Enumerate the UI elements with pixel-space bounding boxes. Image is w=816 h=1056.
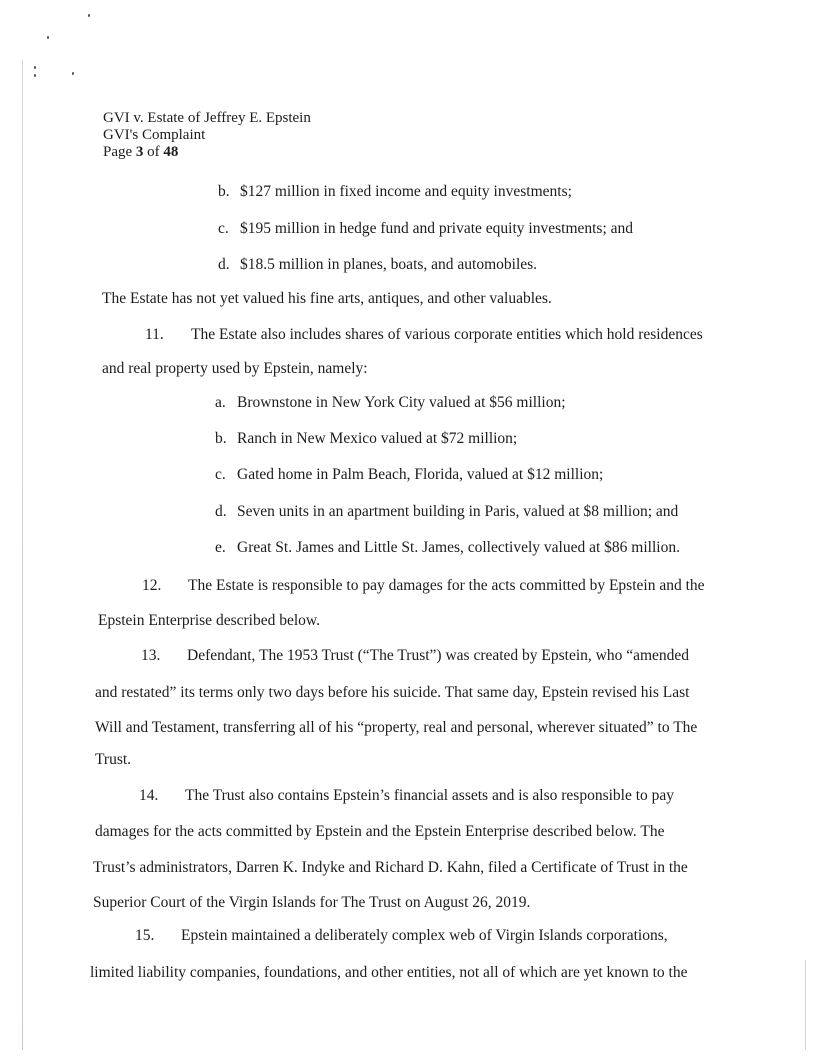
scan-edge-right	[805, 960, 806, 1050]
list-item	[215, 466, 603, 484]
estate-note: The Estate has not yet valued his fine arts, antiques, and other valuables.	[102, 290, 552, 307]
page-current: 3	[135, 144, 144, 160]
paragraph-13-line: Will and Testament, transferring all of his “property, real and personal, wherever situated” to The	[95, 719, 698, 736]
paragraph-number: 13.	[141, 647, 161, 664]
list-item	[218, 220, 633, 238]
list-letter: b.	[218, 183, 230, 200]
list-text: Great St. James and Little St. James, collectively valued at $86 million.	[237, 539, 680, 556]
paragraph-number: 12.	[142, 577, 162, 594]
list-text: $18.5 million in planes, boats, and automobiles.	[240, 256, 538, 273]
case-title: GVI v. Estate of Jeffrey E. Epstein	[103, 110, 311, 126]
paragraph-text: Defendant, The 1953 Trust (“The Trust”) was created by Epstein, who “amended	[187, 647, 690, 664]
list-letter: d.	[215, 503, 227, 520]
list-item	[218, 256, 537, 274]
scan-speck	[47, 36, 49, 39]
scan-speck	[34, 66, 36, 69]
list-letter: d.	[218, 256, 230, 273]
paragraph-14-line: damages for the acts committed by Epstein and the Epstein Enterprise described below. The	[95, 823, 665, 840]
paragraph-15-line	[135, 927, 668, 945]
paragraph-12-line: Epstein Enterprise described below.	[98, 612, 320, 629]
page-prefix: Page	[103, 144, 136, 160]
page-total: 48	[163, 144, 179, 160]
paragraph-14-line	[139, 787, 674, 805]
list-letter: a.	[215, 394, 226, 411]
list-item	[215, 539, 680, 557]
paragraph-text: The Estate also includes shares of various corporate entities which hold residences	[191, 326, 703, 343]
list-letter: e.	[215, 539, 226, 556]
paragraph-text: The Estate is responsible to pay damages for the acts committed by Epstein and the	[188, 577, 705, 594]
paragraph-11-line	[145, 326, 703, 344]
list-item	[218, 183, 572, 201]
paragraph-14-line: Superior Court of the Virgin Islands for The Trust on August 26, 2019.	[93, 894, 531, 911]
paragraph-text: Epstein maintained a deliberately complex web of Virgin Islands corporations,	[181, 927, 668, 944]
paragraph-number: 14.	[139, 787, 159, 804]
paragraph-number: 15.	[135, 927, 155, 944]
list-text: Ranch in New Mexico valued at $72 million;	[237, 430, 518, 447]
paragraph-15-line: limited liability companies, foundations, and other entities, not all of which are yet known to the	[90, 964, 688, 981]
page-of: of	[143, 144, 164, 160]
paragraph-13-line: and restated” its terms only two days before his suicide. That same day, Epstein revised his Last	[95, 684, 690, 701]
paragraph-11-line: and real property used by Epstein, namely:	[102, 360, 368, 377]
document-header	[103, 110, 311, 161]
paragraph-number: 11.	[145, 326, 164, 343]
scan-speck	[34, 74, 36, 77]
list-item	[215, 503, 678, 521]
list-text: Brownstone in New York City valued at $56 million;	[237, 394, 566, 411]
page-indicator	[103, 144, 311, 161]
list-letter: b.	[215, 430, 227, 447]
list-text: $195 million in hedge fund and private equity investments; and	[240, 220, 634, 237]
paragraph-13-line: Trust.	[95, 751, 132, 768]
list-item	[215, 430, 517, 448]
list-item	[215, 394, 566, 412]
paragraph-13-line	[141, 647, 689, 665]
list-letter: c.	[218, 220, 229, 237]
list-letter: c.	[215, 466, 226, 483]
list-text: Gated home in Palm Beach, Florida, valued at $12 million;	[237, 466, 604, 483]
list-text: Seven units in an apartment building in Paris, valued at $8 million; and	[237, 503, 679, 520]
scan-edge-left	[22, 60, 23, 1050]
document-name: GVI's Complaint	[103, 127, 206, 143]
scan-speck	[88, 14, 90, 17]
paragraph-14-line: Trust’s administrators, Darren K. Indyke and Richard D. Kahn, filed a Certificate of Trust in the	[93, 859, 688, 876]
list-text: $127 million in fixed income and equity investments;	[240, 183, 572, 200]
paragraph-12-line	[142, 577, 705, 595]
scan-speck	[72, 72, 74, 75]
paragraph-text: The Trust also contains Epstein’s financial assets and is also responsible to pay	[185, 787, 675, 804]
